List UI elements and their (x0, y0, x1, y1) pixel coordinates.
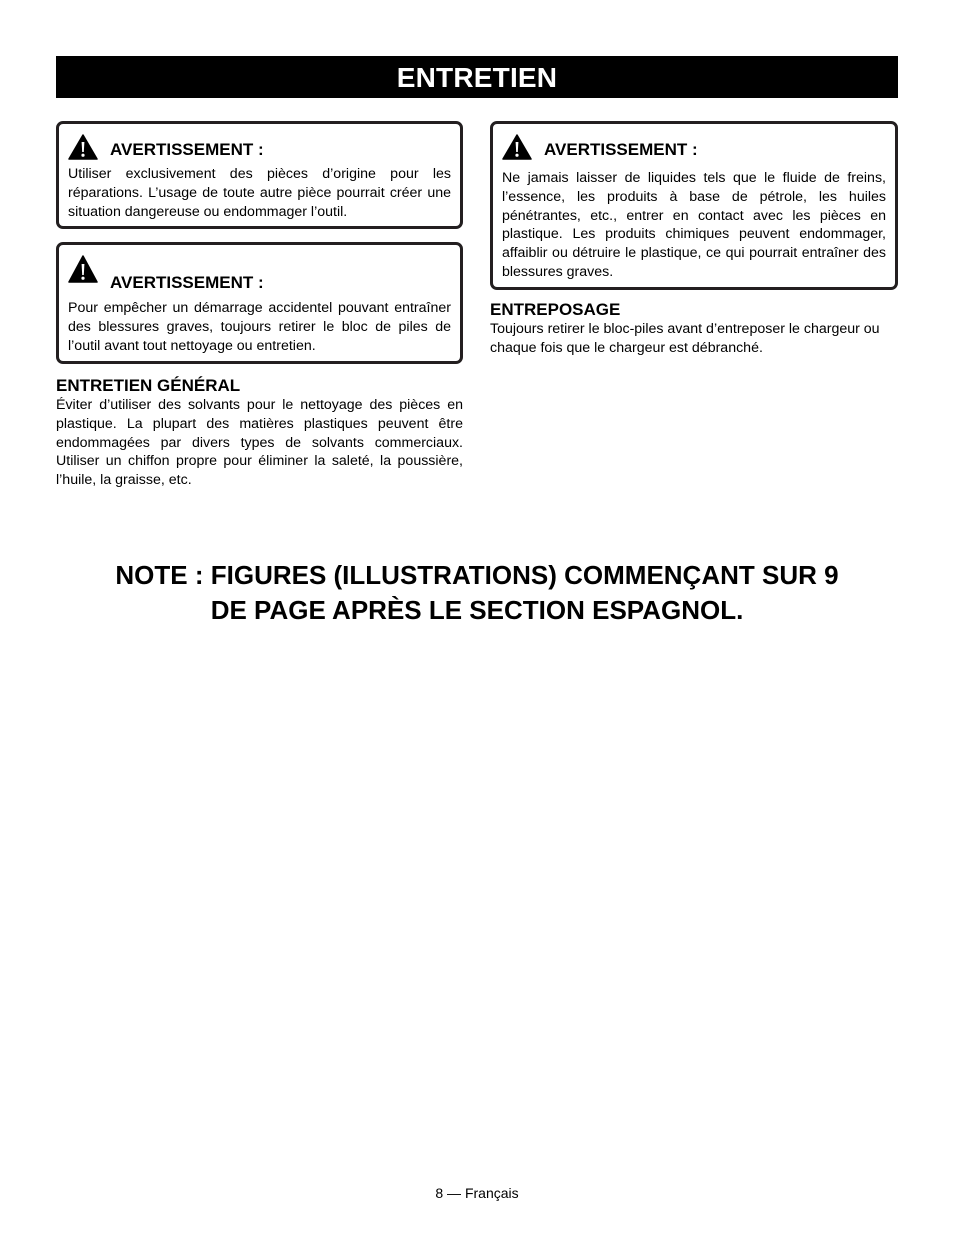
warning-title: AVERTISSEMENT : (110, 140, 264, 159)
warning-title: AVERTISSEMENT : (110, 273, 264, 292)
section-text: Éviter d’utiliser des solvants pour le nettoyage des pièces en plastique. La plupart des matières plastiques peuvent être endommagées par divers types de solvants commerciaux. Utiliser un chiffon propre pour éliminer la saleté, la poussière, l’huile, la graisse, etc. (56, 397, 463, 489)
note-line-2: DE PAGE APRÈS LE SECTION ESPAGNOL. (210, 595, 744, 625)
warning-triangle-icon (68, 134, 98, 160)
section-text: Toujours retirer le bloc-piles avant d’entreposer le chargeur ou chaque fois que le chargeur est débranché. (490, 321, 880, 356)
page-footer: 8 — Français (435, 1185, 519, 1201)
section-general-maintenance (56, 376, 463, 490)
warning-header (68, 245, 451, 293)
warning-text: Pour empêcher un démarrage accidentel pouvant entraîner des blessures graves, toujours retirer le bloc de piles de l’outil avant tout nettoyage ou entretien. (68, 300, 451, 354)
note-line-1: NOTE : FIGURES (ILLUSTRATIONS) COMMENÇANT SUR 9 (115, 560, 839, 590)
section-title-banner: ENTRETIEN (56, 56, 898, 98)
warning-text: Ne jamais laisser de liquides tels que le fluide de freins, l’essence, les produits à base de pétrole, les huiles pénétrantes, etc., entrer en contact avec les pièces en plastique. Les produits chimiques peuvent endommager, affaiblir ou détruire le plastique, ce qui pourrait entraîner des blessures graves. (502, 170, 886, 280)
warning-box-accidental-start (56, 242, 463, 364)
warning-header (68, 124, 451, 160)
warning-box-liquids (490, 121, 898, 290)
section-heading: ENTREPOSAGE (490, 300, 621, 319)
warning-triangle-icon (68, 255, 98, 283)
section-heading: ENTRETIEN GÉNÉRAL (56, 376, 241, 395)
section-storage (490, 300, 898, 358)
warning-header (502, 124, 886, 160)
figures-note (40, 558, 914, 628)
warning-title: AVERTISSEMENT : (544, 140, 698, 159)
warning-triangle-icon (502, 134, 532, 160)
warning-box-replacement-parts (56, 121, 463, 229)
warning-text: Utiliser exclusivement des pièces d’origine pour les réparations. L’usage de toute autre pièce pourrait créer une situation dangereuse ou endommager l’outil. (68, 166, 451, 220)
